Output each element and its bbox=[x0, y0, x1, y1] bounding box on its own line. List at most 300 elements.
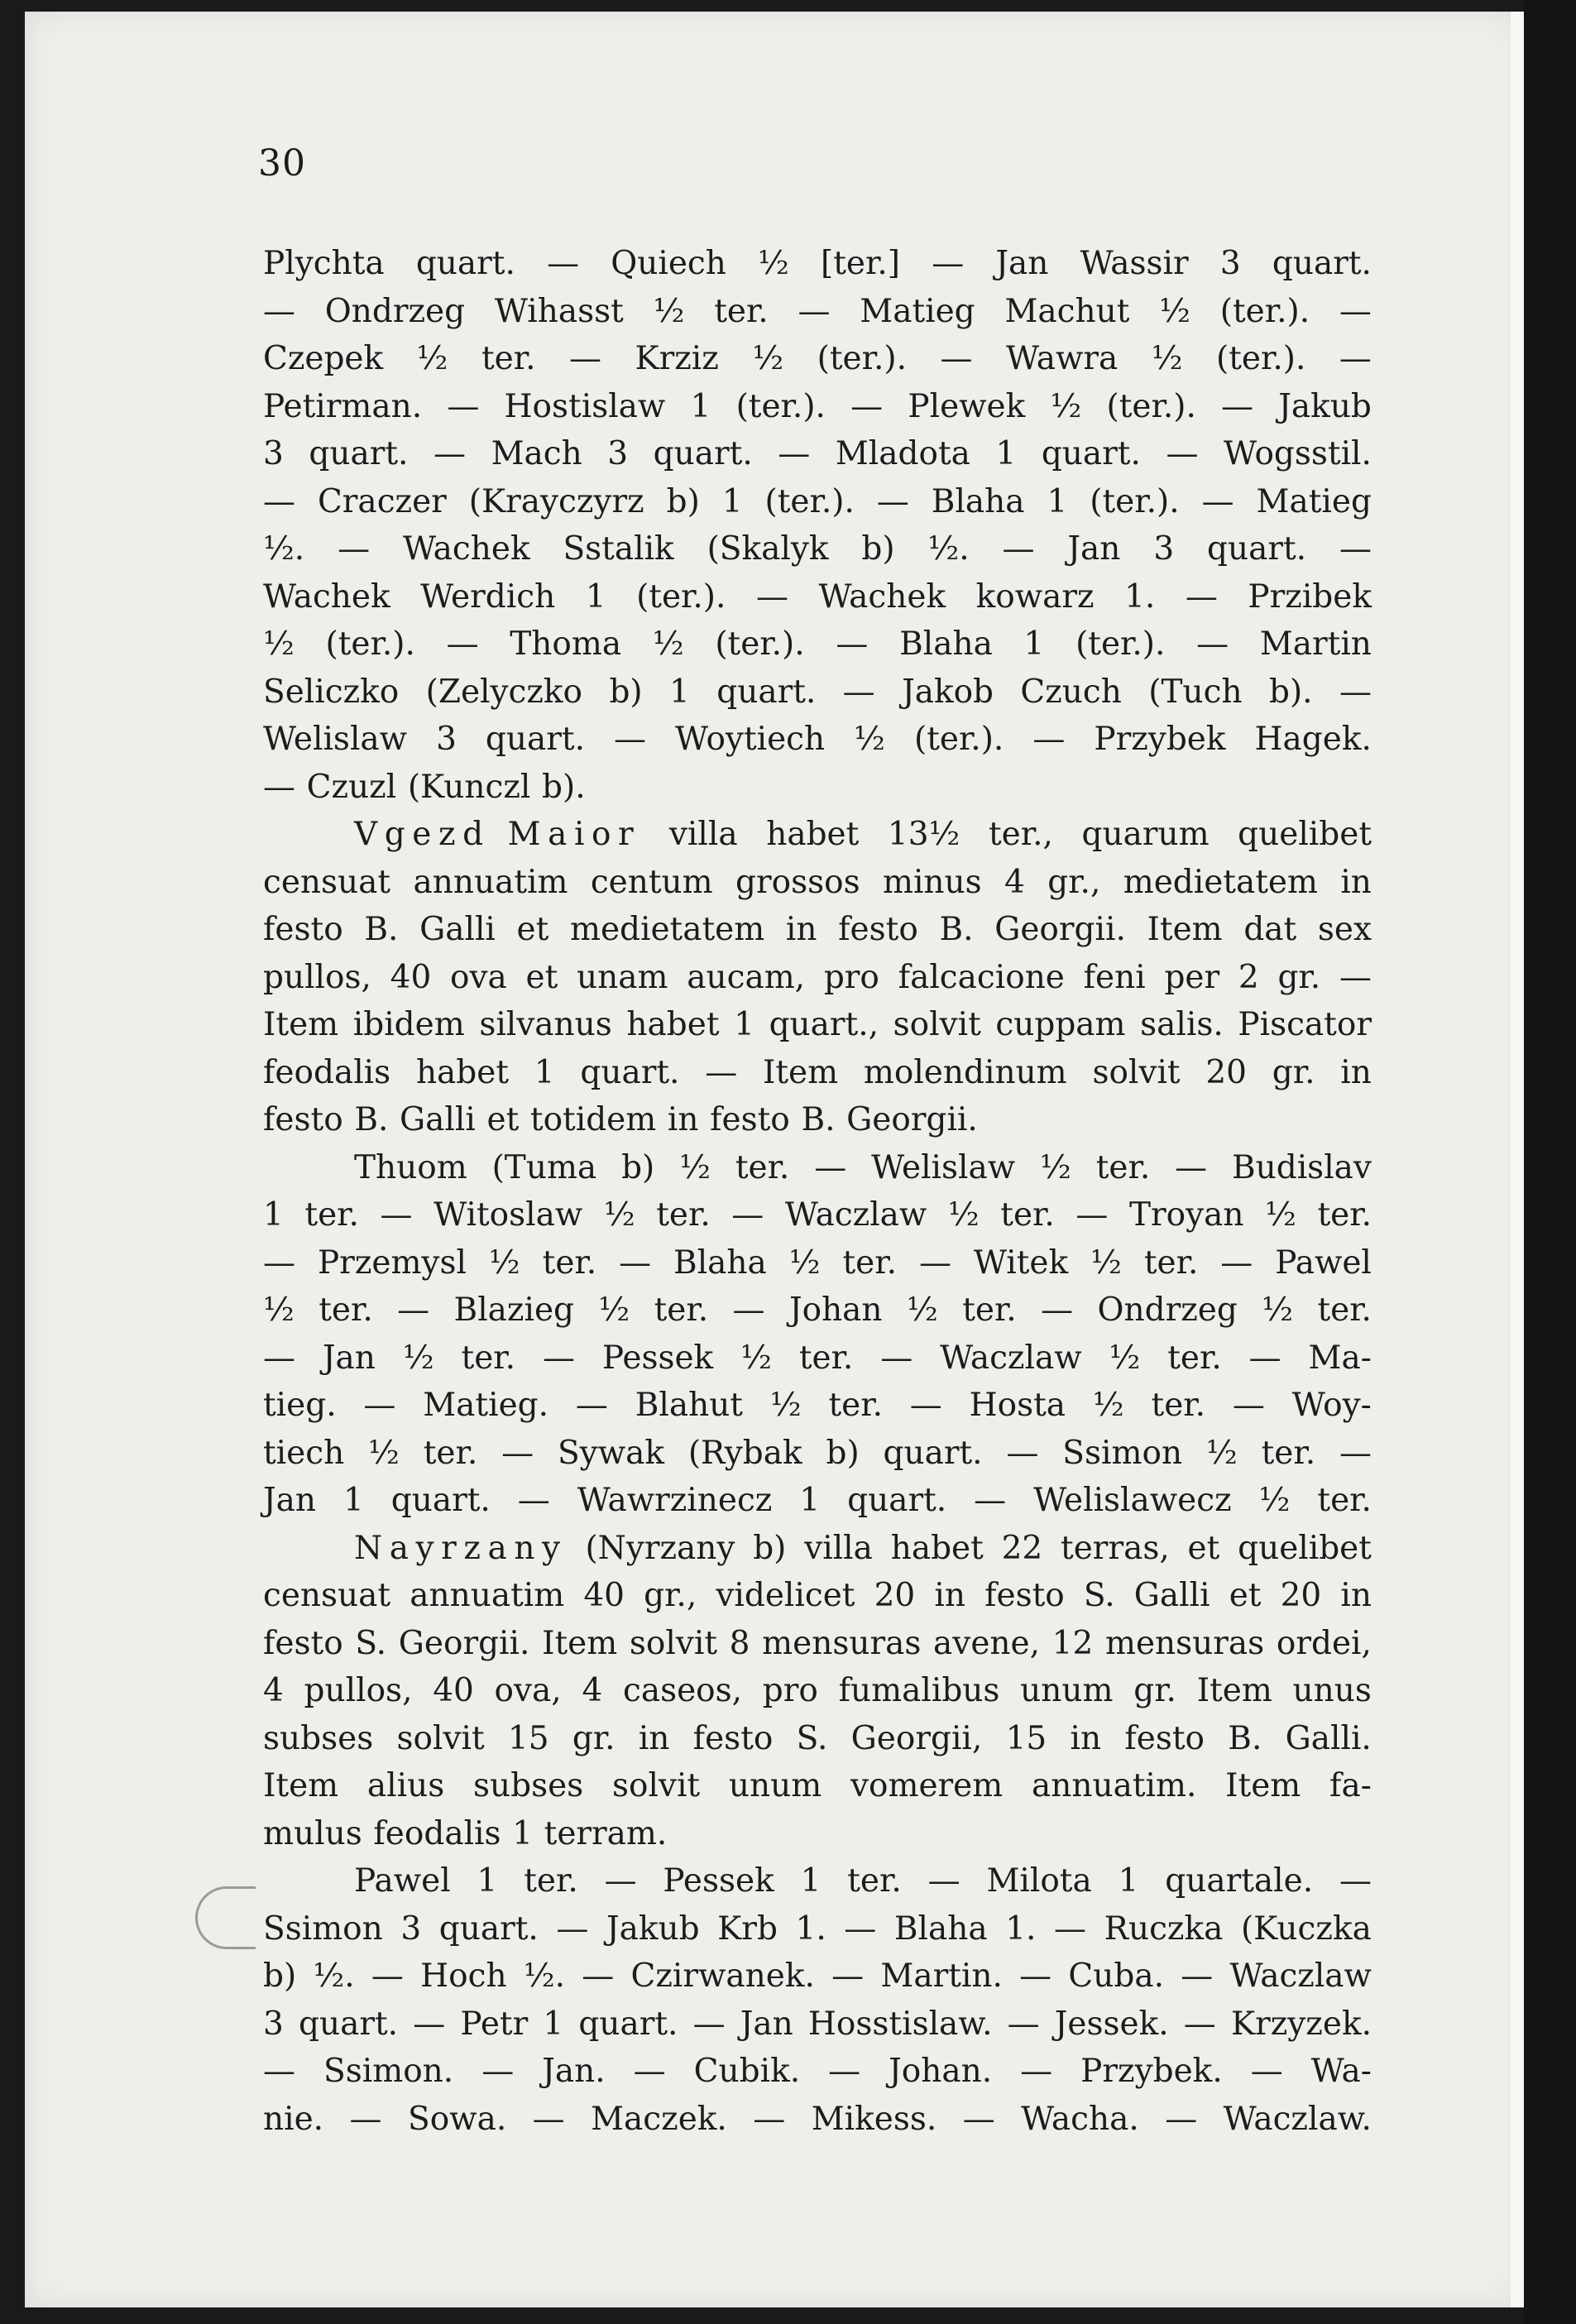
word: Wa- bbox=[1310, 2053, 1372, 2090]
word: Item bbox=[263, 1006, 339, 1043]
word: — bbox=[575, 1387, 608, 1424]
word: solvit bbox=[396, 1719, 485, 1757]
body-text bbox=[263, 240, 1372, 2143]
word: (ter.). bbox=[817, 340, 907, 377]
word: — bbox=[705, 1053, 738, 1091]
word: Sowa. bbox=[407, 2100, 507, 2138]
word: dat bbox=[1243, 911, 1297, 948]
word: ter. bbox=[842, 1243, 897, 1282]
word: B. bbox=[1228, 1719, 1262, 1757]
word: Przybek. bbox=[1080, 2053, 1223, 2090]
word: b) bbox=[263, 1957, 297, 1995]
word: Czepek bbox=[263, 340, 384, 377]
word: — bbox=[1183, 2005, 1216, 2043]
text-line bbox=[263, 1430, 1372, 1478]
word: Galli bbox=[1133, 1577, 1210, 1614]
word: Item bbox=[1225, 1767, 1301, 1804]
word: Welislaw bbox=[263, 721, 408, 758]
word: Krb bbox=[717, 1910, 778, 1948]
word: quarum bbox=[1081, 816, 1210, 853]
word: Plychta bbox=[263, 245, 385, 282]
word: ½ bbox=[1205, 1434, 1238, 1472]
word: Jessek. bbox=[1054, 2005, 1169, 2043]
word: — bbox=[556, 1910, 589, 1948]
word: Waczlaw bbox=[1229, 1957, 1372, 1995]
word: — bbox=[1165, 2100, 1198, 2138]
word: Matieg bbox=[860, 292, 975, 330]
word: festo bbox=[263, 911, 343, 948]
word: 3 bbox=[263, 435, 284, 472]
word: Welislawecz bbox=[1033, 1482, 1232, 1519]
word: ½. bbox=[523, 1957, 566, 1995]
word: ter. bbox=[1151, 1387, 1206, 1424]
word: Wawrzinecz bbox=[577, 1482, 773, 1519]
word: Vgezd Maior bbox=[354, 816, 641, 853]
word: quart. bbox=[309, 435, 409, 472]
word: quelibet bbox=[1238, 816, 1372, 853]
word: (ter.). bbox=[913, 721, 1004, 758]
word: ter. bbox=[542, 1243, 597, 1282]
word: ½ bbox=[1090, 1243, 1122, 1282]
word: Wihasst bbox=[494, 292, 624, 330]
word: ter. bbox=[847, 1862, 902, 1900]
word: unum bbox=[728, 1767, 822, 1804]
word: — bbox=[263, 2053, 295, 2090]
word: — bbox=[349, 2100, 382, 2138]
word: — bbox=[413, 2005, 446, 2043]
word: ter. bbox=[481, 340, 536, 377]
word: Blazieg bbox=[453, 1291, 574, 1329]
word: — bbox=[974, 1482, 1007, 1519]
word: ter. bbox=[304, 1196, 359, 1234]
word: 20 bbox=[874, 1577, 916, 1614]
word: solvit bbox=[893, 1006, 981, 1043]
word: ter. bbox=[524, 1862, 578, 1900]
word: et bbox=[516, 911, 549, 948]
word: medietatem bbox=[1123, 863, 1318, 901]
word: 20 bbox=[1280, 1577, 1322, 1614]
word: ½. bbox=[313, 1957, 355, 1995]
word: pullos, bbox=[304, 1672, 413, 1709]
page-edge bbox=[1511, 12, 1524, 2307]
word: Hosta bbox=[969, 1387, 1066, 1424]
word: ½ bbox=[947, 1196, 980, 1234]
word: b). bbox=[542, 768, 586, 806]
word: (ter.). bbox=[764, 482, 855, 520]
text-line bbox=[263, 668, 1372, 716]
word: per bbox=[1164, 958, 1220, 996]
word: kowarz bbox=[975, 577, 1095, 616]
word: 3 bbox=[263, 2005, 284, 2043]
word: — bbox=[1339, 340, 1372, 377]
word: ibidem bbox=[352, 1006, 465, 1043]
word: b) bbox=[621, 1148, 655, 1186]
word: — bbox=[1221, 387, 1254, 425]
word: Item bbox=[542, 1624, 618, 1662]
word: (ter.). bbox=[715, 625, 805, 663]
word: — bbox=[434, 435, 466, 472]
word: gr., bbox=[644, 1577, 697, 1614]
word: 1 bbox=[543, 2005, 564, 2043]
text-line bbox=[263, 906, 1372, 954]
word: ter. bbox=[962, 1291, 1017, 1329]
word: — bbox=[1166, 435, 1199, 472]
word: Jan. bbox=[542, 2053, 606, 2090]
word: (Skalyk bbox=[707, 530, 829, 568]
word: — bbox=[363, 1387, 396, 1424]
word: subses bbox=[472, 1767, 584, 1804]
word: Jan bbox=[995, 245, 1049, 282]
word: annuatim bbox=[410, 1577, 565, 1614]
word: solvit bbox=[611, 1767, 701, 1804]
word: Hosstislaw. bbox=[807, 2005, 993, 2043]
word: Krzyzek. bbox=[1230, 2005, 1372, 2043]
word: Pawel bbox=[1275, 1243, 1372, 1282]
word: unum bbox=[1020, 1672, 1114, 1709]
word: 1 bbox=[343, 1482, 364, 1519]
word: — bbox=[1339, 673, 1372, 711]
word: Maczek. bbox=[591, 2100, 727, 2138]
word: Wachek bbox=[263, 577, 390, 616]
word: 1 bbox=[690, 387, 711, 425]
word: Jakob bbox=[902, 673, 994, 711]
word: (Kuczka bbox=[1240, 1910, 1372, 1948]
text-line bbox=[263, 573, 1372, 621]
word: — bbox=[1075, 1196, 1109, 1234]
word: ½ bbox=[1265, 1196, 1296, 1234]
word: (ter.). bbox=[1106, 387, 1196, 425]
word: ½ bbox=[1040, 1148, 1071, 1186]
word: Cuba. bbox=[1068, 1957, 1164, 1995]
word: quart. bbox=[847, 1482, 947, 1519]
word: — bbox=[371, 1957, 404, 1995]
word: ½. bbox=[263, 530, 305, 568]
word: ½ bbox=[740, 1339, 772, 1377]
word: — bbox=[932, 245, 965, 282]
word: — bbox=[501, 1434, 534, 1472]
word: Jakub bbox=[606, 1910, 700, 1948]
word: festo bbox=[710, 1101, 790, 1138]
word: 1 bbox=[1023, 625, 1045, 663]
word: (ter.). bbox=[325, 625, 415, 663]
word: Budislav bbox=[1231, 1148, 1372, 1186]
word: in bbox=[1340, 1577, 1372, 1614]
text-line bbox=[263, 1525, 1372, 1573]
word: Ondrzeg bbox=[1097, 1291, 1238, 1329]
word: ½ bbox=[854, 721, 885, 758]
word: Ssimon bbox=[1062, 1434, 1183, 1472]
text-line bbox=[263, 1382, 1372, 1430]
word: festo bbox=[1124, 1719, 1205, 1757]
text-line bbox=[263, 478, 1372, 526]
word: Matieg. bbox=[423, 1387, 549, 1424]
text-line bbox=[263, 621, 1372, 668]
word: (ter.). bbox=[1090, 482, 1180, 520]
word: — bbox=[1201, 482, 1234, 520]
word: b) bbox=[753, 1529, 787, 1567]
word: et bbox=[1229, 1577, 1262, 1614]
word: festo bbox=[838, 911, 918, 948]
word: 1 bbox=[585, 577, 606, 616]
word: S. bbox=[1083, 1577, 1115, 1614]
text-line bbox=[263, 1191, 1372, 1239]
word: Johan. bbox=[889, 2053, 993, 2090]
word: quart. bbox=[653, 435, 753, 472]
text-line bbox=[263, 954, 1372, 1002]
word: ½ bbox=[1258, 1482, 1291, 1519]
word: Nayrzany bbox=[354, 1529, 568, 1567]
word: 1 bbox=[734, 1006, 754, 1043]
word: Craczer bbox=[317, 482, 447, 520]
text-line bbox=[263, 2048, 1372, 2096]
word: 1 bbox=[1047, 482, 1068, 520]
word: mensuras bbox=[1104, 1624, 1265, 1662]
word: B. bbox=[939, 911, 974, 948]
word: — bbox=[755, 577, 788, 616]
word: — bbox=[909, 1387, 942, 1424]
word: grossos bbox=[735, 863, 860, 901]
word: Wachek bbox=[818, 577, 946, 616]
word: salis. bbox=[1140, 1006, 1224, 1043]
word: ter. bbox=[1317, 1291, 1372, 1329]
word: ½ bbox=[652, 625, 684, 663]
scan-border bbox=[1524, 0, 1576, 2324]
text-line bbox=[263, 1620, 1372, 1668]
text-line bbox=[263, 1953, 1372, 2001]
word: feodalis bbox=[263, 1053, 391, 1091]
word: Krziz bbox=[635, 340, 719, 377]
text-line bbox=[263, 1477, 1372, 1525]
word: quart. bbox=[716, 673, 817, 711]
word: B. bbox=[354, 1101, 389, 1138]
word: quart. bbox=[1041, 435, 1141, 472]
word: 1 bbox=[799, 1482, 821, 1519]
word: Hagek. bbox=[1254, 721, 1372, 758]
word: ter. bbox=[735, 1148, 790, 1186]
word: ordei, bbox=[1276, 1624, 1372, 1662]
text-line bbox=[263, 288, 1372, 336]
word: 12 bbox=[1051, 1624, 1094, 1662]
word: ter. bbox=[654, 1291, 709, 1329]
word: — bbox=[836, 625, 869, 663]
word: Mikess. bbox=[811, 2100, 937, 2138]
word: quart. bbox=[1272, 245, 1372, 282]
word: (Kunczl bbox=[407, 768, 531, 806]
text-line bbox=[263, 2001, 1372, 2048]
word: quelibet bbox=[1238, 1529, 1372, 1567]
word: feni bbox=[1083, 958, 1146, 996]
text-line bbox=[263, 1762, 1372, 1810]
word: Welislaw bbox=[871, 1148, 1016, 1186]
word: — bbox=[918, 1243, 951, 1282]
word: b) bbox=[861, 530, 895, 568]
word: ½ bbox=[788, 1243, 821, 1282]
text-line bbox=[263, 335, 1372, 383]
word: 1 bbox=[669, 673, 690, 711]
word: ½ bbox=[488, 1243, 520, 1282]
word: Woytiech bbox=[675, 721, 826, 758]
word: 40 bbox=[433, 1672, 474, 1709]
word: — bbox=[1019, 1957, 1052, 1995]
word: ½ bbox=[368, 1434, 400, 1472]
text-line bbox=[263, 1287, 1372, 1335]
word: medietatem bbox=[569, 911, 765, 948]
word: Martin. bbox=[880, 1957, 1003, 1995]
word: caseos, bbox=[622, 1672, 743, 1709]
word: Piscator bbox=[1238, 1006, 1372, 1043]
word: Pessek bbox=[663, 1862, 774, 1900]
word: 20 bbox=[1205, 1053, 1247, 1091]
word: fumalibus bbox=[838, 1672, 1000, 1709]
word: — bbox=[380, 1196, 413, 1234]
word: habet bbox=[626, 1006, 720, 1043]
word: terras, bbox=[1061, 1529, 1170, 1567]
word: alius bbox=[366, 1767, 445, 1804]
text-line bbox=[263, 1572, 1372, 1620]
word: sex bbox=[1317, 911, 1372, 948]
word: et bbox=[525, 958, 558, 996]
text-line bbox=[263, 811, 1372, 859]
word: Item bbox=[1147, 911, 1223, 948]
word: pullos, bbox=[263, 958, 371, 996]
word: Waczlaw bbox=[940, 1339, 1082, 1377]
word: 1. bbox=[1005, 1910, 1037, 1948]
word: — bbox=[1007, 2005, 1040, 2043]
word: — bbox=[814, 1148, 847, 1186]
word: tiech bbox=[263, 1434, 345, 1472]
word: (ter.). bbox=[1216, 340, 1306, 377]
word: (Tuch bbox=[1148, 673, 1243, 711]
word: — bbox=[338, 530, 371, 568]
word: Wawra bbox=[1006, 340, 1119, 377]
word: Item bbox=[762, 1053, 839, 1091]
word: 22 bbox=[1001, 1529, 1043, 1567]
word: 1 bbox=[800, 1862, 822, 1900]
word: — bbox=[962, 2100, 995, 2138]
word: Galli bbox=[400, 1101, 476, 1138]
word: — bbox=[731, 1196, 764, 1234]
word: ½ bbox=[1050, 387, 1082, 425]
word: feodalis bbox=[373, 1814, 501, 1852]
word: quart. bbox=[485, 721, 585, 758]
word: annuatim bbox=[413, 863, 568, 901]
word: Ssimon. bbox=[323, 2053, 454, 2090]
word: Martin bbox=[1259, 625, 1372, 663]
word: quart. bbox=[298, 2005, 399, 2043]
word: Blaha bbox=[893, 1910, 988, 1948]
word: ½ bbox=[402, 1339, 434, 1377]
word: — bbox=[619, 1243, 652, 1282]
word: pro bbox=[762, 1672, 818, 1709]
word: in bbox=[1340, 1053, 1372, 1091]
word: Witoslaw bbox=[434, 1196, 583, 1234]
word: cuppam bbox=[995, 1006, 1126, 1043]
word: 4 bbox=[263, 1672, 284, 1709]
word: 3 bbox=[1153, 530, 1175, 568]
word: — bbox=[1054, 1910, 1087, 1948]
word: aucam, bbox=[687, 958, 806, 996]
word: in bbox=[934, 1577, 965, 1614]
text-line bbox=[263, 1810, 1372, 1858]
word: gr. bbox=[572, 1719, 616, 1757]
word: — bbox=[604, 1862, 637, 1900]
word: — bbox=[844, 1910, 877, 1948]
word: avene, bbox=[933, 1624, 1041, 1662]
text-line bbox=[263, 1239, 1372, 1287]
word: — bbox=[1339, 530, 1372, 568]
word: Georgii, bbox=[850, 1719, 983, 1757]
word: Galli bbox=[419, 911, 496, 948]
word: 1 bbox=[721, 482, 743, 520]
text-line bbox=[263, 1905, 1372, 1953]
word: — bbox=[446, 625, 479, 663]
word: videlicet bbox=[716, 1577, 855, 1614]
word: 1. bbox=[795, 1910, 826, 1948]
word: — bbox=[447, 387, 480, 425]
word: Czuzl bbox=[306, 768, 397, 806]
word: — bbox=[1032, 721, 1066, 758]
word: ova bbox=[450, 958, 507, 996]
word: Item bbox=[1196, 1672, 1272, 1709]
text-line bbox=[263, 2096, 1372, 2144]
word: — bbox=[1185, 577, 1218, 616]
word: Milota bbox=[986, 1862, 1092, 1900]
word: — bbox=[263, 1243, 295, 1282]
word: ter. bbox=[828, 1387, 883, 1424]
word: ½ bbox=[1159, 292, 1190, 330]
word: 40 bbox=[583, 1577, 625, 1614]
word: — bbox=[1175, 1148, 1208, 1186]
word: ter., bbox=[988, 816, 1053, 853]
word: quart., bbox=[769, 1006, 879, 1043]
word: ter. bbox=[1095, 1148, 1151, 1186]
word: — bbox=[481, 2053, 515, 2090]
word: solvit bbox=[629, 1624, 718, 1662]
word: — bbox=[613, 721, 646, 758]
word: Matieg bbox=[1256, 482, 1372, 520]
word: ½ bbox=[758, 245, 789, 282]
word: 15 bbox=[1005, 1719, 1047, 1757]
word: Sywak bbox=[557, 1434, 664, 1472]
word: 8 bbox=[729, 1624, 750, 1662]
word: b) bbox=[826, 1434, 860, 1472]
word: ter. bbox=[1317, 1196, 1372, 1234]
text-line bbox=[263, 1715, 1372, 1763]
text-line bbox=[263, 1001, 1372, 1049]
word: — bbox=[1002, 530, 1035, 568]
word: — bbox=[1248, 1339, 1281, 1377]
word: — bbox=[1250, 2053, 1283, 2090]
text-line bbox=[263, 1857, 1372, 1905]
word: ½ bbox=[416, 340, 448, 377]
word: Seliczko bbox=[263, 673, 400, 711]
word: 1 bbox=[995, 435, 1017, 472]
word: Jan bbox=[1067, 530, 1121, 568]
word: — bbox=[1041, 1291, 1074, 1329]
word: 1 bbox=[512, 1814, 533, 1852]
word: solvit bbox=[1092, 1053, 1181, 1091]
word: — bbox=[1006, 1434, 1039, 1472]
word: ½ bbox=[1109, 1339, 1141, 1377]
word: 3 bbox=[607, 435, 629, 472]
word: Czirwanek. bbox=[630, 1957, 815, 1995]
word: b). bbox=[1268, 673, 1313, 711]
word: Jakub bbox=[1278, 387, 1372, 425]
text-line bbox=[263, 383, 1372, 431]
word: pro bbox=[823, 958, 879, 996]
word: ½ bbox=[598, 1291, 630, 1329]
word: habet bbox=[415, 1053, 510, 1091]
